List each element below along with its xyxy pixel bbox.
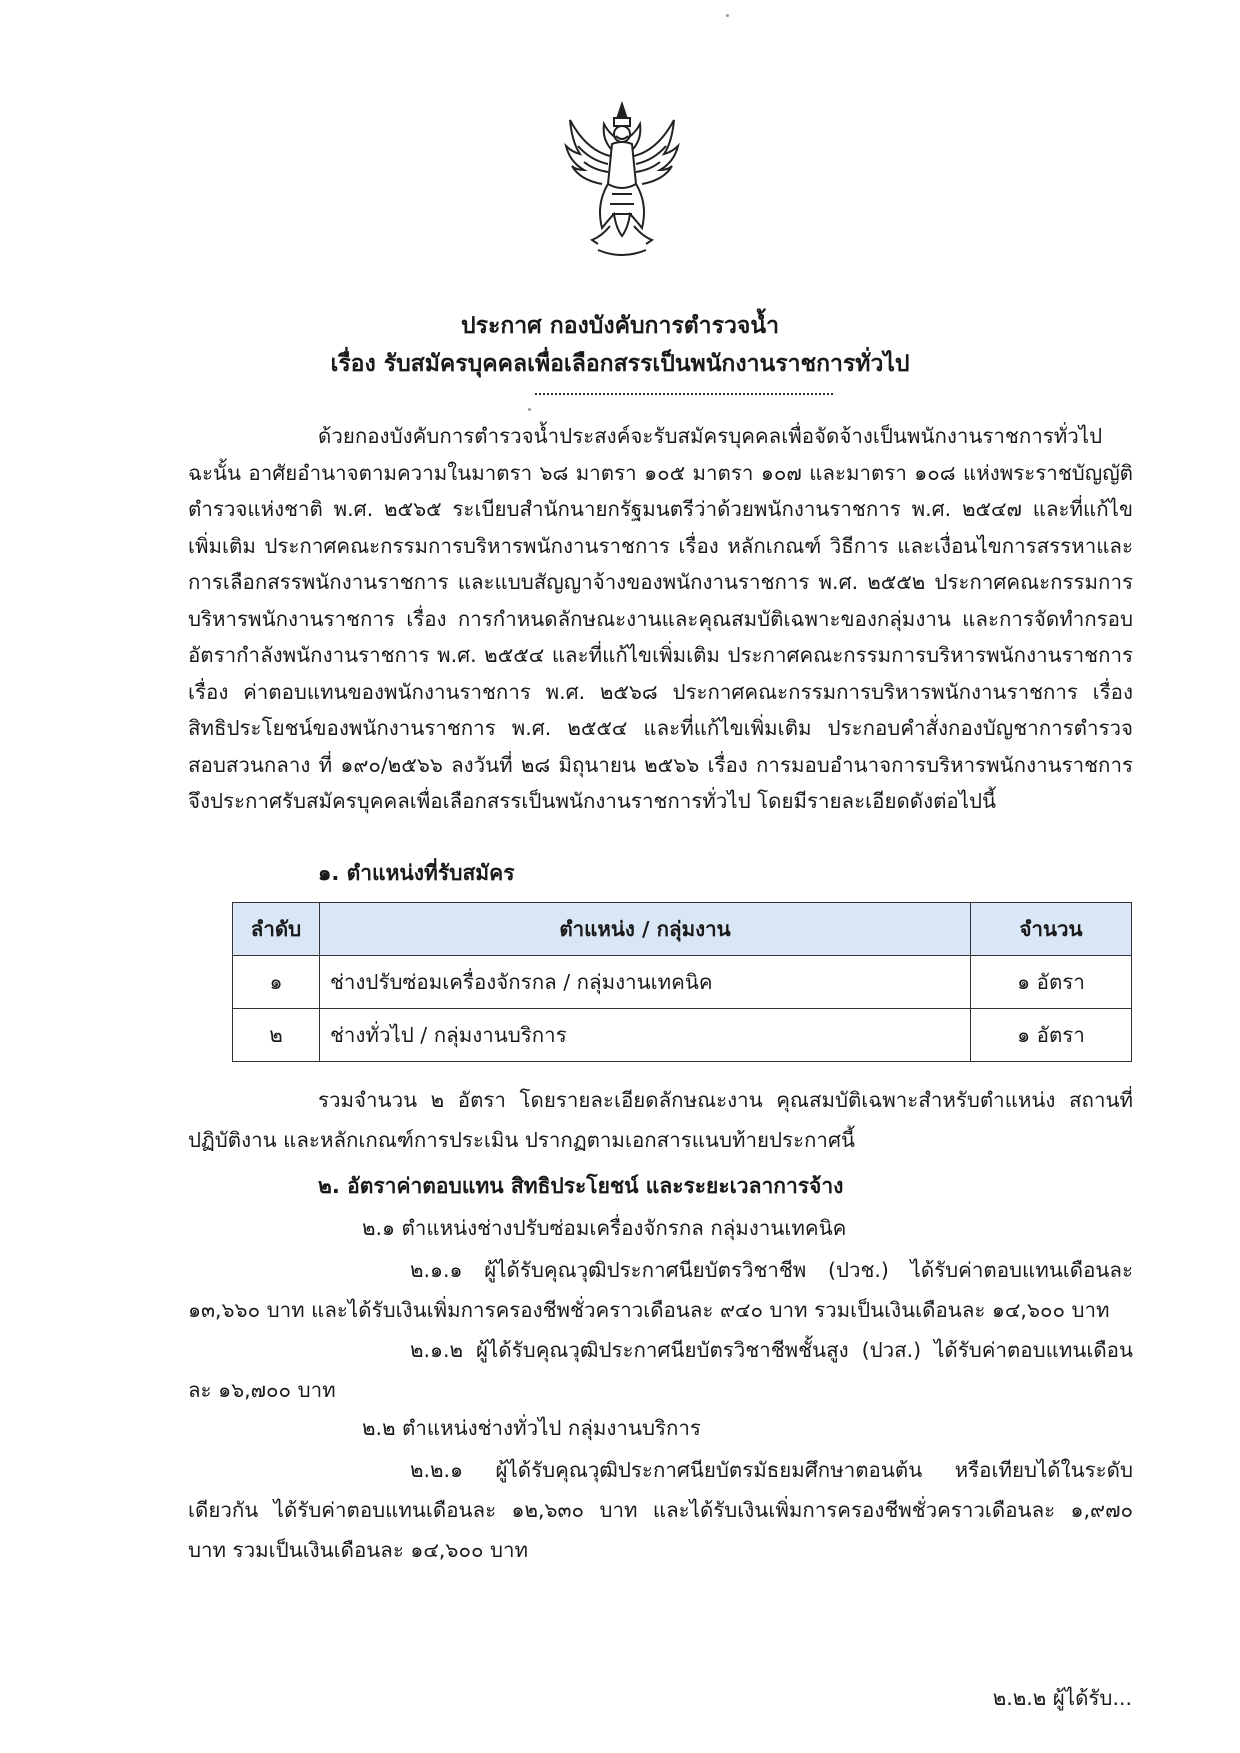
positions-table	[232, 902, 1132, 1062]
scan-speck	[726, 14, 729, 17]
garuda-emblem-icon	[562, 100, 682, 262]
dotted-divider	[535, 393, 833, 395]
table-row	[233, 956, 1132, 1009]
announcement-title: ประกาศ กองบังคับการตำรวจน้ำ	[461, 313, 779, 339]
section1-heading: ๑. ตำแหน่งที่รับสมัคร	[318, 861, 515, 885]
clause-2-2-1: ๒.๒.๑ ผู้ได้รับคุณวุฒิประกาศนียบัตรมัธยมศึกษาตอนต้น หรือเทียบได้ในระดับเดียวกัน ได้รับค่าตอบแทนเดือนละ ๑๒,๖๓๐ บาท และได้รับเงินเพิ่มการครองชีพชั่วคราวเดือนละ ๑,๙๗๐ บาท รวมเป็นเงินเดือนละ ๑๔,๖๐๐ บาท	[188, 1458, 1133, 1562]
header-count: จำนวน	[971, 903, 1132, 956]
table-row	[233, 1009, 1132, 1062]
clause-2-1-1: ๒.๑.๑ ผู้ได้รับคุณวุฒิประกาศนียบัตรวิชาชีพ (ปวช.) ได้รับค่าตอบแทนเดือนละ ๑๓,๖๖๐ บาท และได้รับเงินเพิ่มการครองชีพชั่วคราวเดือนละ ๙๔๐ บาท รวมเป็นเงินเดือนละ ๑๔,๖๐๐ บาท	[188, 1258, 1133, 1322]
scan-speck	[528, 408, 531, 411]
row-position: ช่างปรับซ่อมเครื่องจักรกล / กลุ่มงานเทคนิค	[320, 956, 971, 1009]
intro-paragraph	[188, 418, 1133, 820]
sub-heading-2-2: ๒.๒ ตำแหน่งช่างทั่วไป กลุ่มงานบริการ	[362, 1416, 701, 1440]
section2-heading: ๒. อัตราค่าตอบแทน สิทธิประโยชน์ และระยะเวลาการจ้าง	[318, 1174, 844, 1198]
row-count: ๑ อัตรา	[971, 1009, 1132, 1062]
header-no: ลำดับ	[233, 903, 320, 956]
row-no: ๒	[233, 1009, 320, 1062]
row-no: ๑	[233, 956, 320, 1009]
table-header-row	[233, 903, 1132, 956]
row-position: ช่างทั่วไป / กลุ่มงานบริการ	[320, 1009, 971, 1062]
clause-2-1-2: ๒.๑.๒ ผู้ได้รับคุณวุฒิประกาศนียบัตรวิชาชีพชั้นสูง (ปวส.) ได้รับค่าตอบแทนเดือนละ ๑๖,๗๐๐ บาท	[188, 1338, 1133, 1402]
header-position: ตำแหน่ง / กลุ่มงาน	[320, 903, 971, 956]
row-count: ๑ อัตรา	[971, 956, 1132, 1009]
announcement-subject: เรื่อง รับสมัครบุคคลเพื่อเลือกสรรเป็นพนักงานราชการทั่วไป	[330, 351, 910, 377]
continuation-note: ๒.๒.๒ ผู้ได้รับ...	[992, 1686, 1132, 1710]
intro-paragraph-text: ด้วยกองบังคับการตำรวจน้ำประสงค์จะรับสมัครบุคคลเพื่อจัดจ้างเป็นพนักงานราชการทั่วไป ฉะนั้น อาศัยอำนาจตามความในมาตรา ๖๘ มาตรา ๑๐๕ มาตรา ๑๐๗ และมาตรา ๑๐๘ แห่งพระราชบัญญัติตำรวจแห่งชาติ พ.ศ. ๒๕๖๕ ระเบียบสำนักนายกรัฐมนตรีว่าด้วยพนักงานราชการ พ.ศ. ๒๕๔๗ และที่แก้ไขเพิ่มเติม ประกาศคณะกรรมการบริหารพนักงานราชการ เรื่อง หลักเกณฑ์ วิธีการ และเงื่อนไขการสรรหาและการเลือกสรรพนักงานราชการ และแบบสัญญาจ้างของพนักงานราชการ พ.ศ. ๒๕๕๒ ประกาศคณะกรรมการบริหารพนักงานราชการ เรื่อง การกำหนดลักษณะงานและคุณสมบัติเฉพาะของกลุ่มงาน และการจัดทำกรอบอัตรากำลังพนักงานราชการ พ.ศ. ๒๕๕๔ และที่แก้ไขเพิ่มเติม ประกาศคณะกรรมการบริหารพนักงานราชการ เรื่อง ค่าตอบแทนของพนักงานราชการ พ.ศ. ๒๕๖๘ ประกาศคณะกรรมการบริหารพนักงานราชการ เรื่อง สิทธิประโยชน์ของพนักงานราชการ พ.ศ. ๒๕๕๔ และที่แก้ไขเพิ่มเติม ประกอบคำสั่งกองบัญชาการตำรวจสอบสวนกลาง ที่ ๑๙๐/๒๕๖๖ ลงวันที่ ๒๘ มิถุนายน ๒๕๖๖ เรื่อง การมอบอำนาจการบริหารพนักงานราชการ จึงประกาศรับสมัครบุคคลเพื่อเลือกสรรเป็นพนักงานราชการทั่วไป โดยมีรายละเอียดดังต่อไปนี้	[188, 424, 1133, 813]
sub-heading-2-1: ๒.๑ ตำแหน่งช่างปรับซ่อมเครื่องจักรกล กลุ่มงานเทคนิค	[362, 1216, 847, 1240]
section1-summary: รวมจำนวน ๒ อัตรา โดยรายละเอียดลักษณะงาน คุณสมบัติเฉพาะสำหรับตำแหน่ง สถานที่ปฏิบัติงาน และหลักเกณฑ์การประเมิน ปรากฏตามเอกสารแนบท้ายประกาศนี้	[188, 1088, 1133, 1152]
